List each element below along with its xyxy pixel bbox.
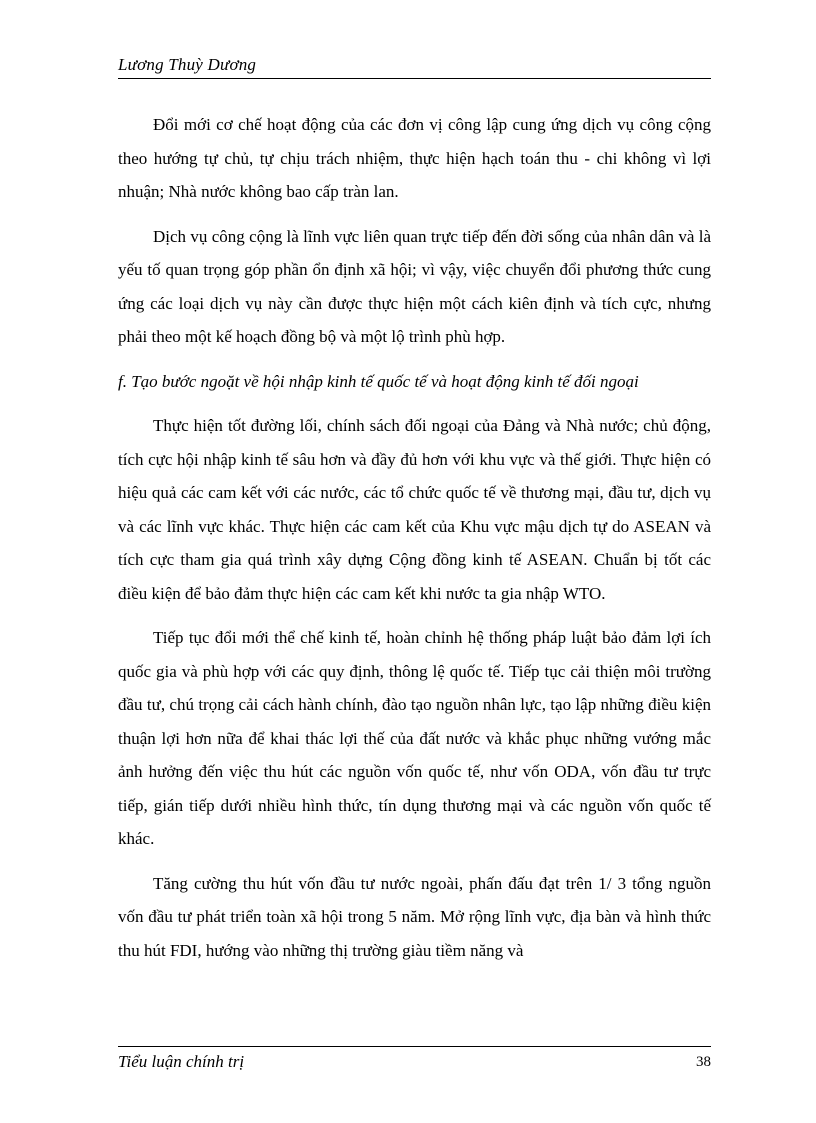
section-subheading: f. Tạo bước ngoặt về hội nhập kinh tế quốc tế và hoạt động kinh tế đối ngoại bbox=[118, 371, 639, 391]
header-author: Lương Thuỳ Dương bbox=[118, 55, 257, 74]
page-header bbox=[118, 52, 711, 79]
paragraph: Thực hiện tốt đường lối, chính sách đối ngoại của Đảng và Nhà nước; chủ động, tích cực hội nhập kinh tế sâu hơn và đầy đủ hơn với khu vực và thế giới. Thực hiện có hiệu quả các cam kết với các nước, các tổ chức quốc tế về thương mại, đầu tư, dịch vụ và các lĩnh vực khác. Thực hiện các cam kết của Khu vực mậu dịch tự do ASEAN và tích cực tham gia quá trình xây dựng Cộng đồng kinh tế ASEAN. Chuẩn bị tốt các điều kiện để bảo đảm thực hiện các cam kết khi nước ta gia nhập WTO. bbox=[118, 416, 711, 603]
document-body bbox=[118, 108, 711, 978]
page-footer bbox=[118, 1046, 711, 1077]
page-number: 38 bbox=[696, 1054, 711, 1070]
paragraph: Tiếp tục đổi mới thể chế kinh tế, hoàn chỉnh hệ thống pháp luật bảo đảm lợi ích quốc gia và phù hợp với các quy định, thông lệ quốc tế. Tiếp tục cải thiện môi trường đầu tư, chú trọng cải cách hành chính, đào tạo nguồn nhân lực, tạo lập những điều kiện thuận lợi hơn nữa để khai thác lợi thế của đất nước và khắc phục những vướng mắc ảnh hưởng đến việc thu hút các nguồn vốn quốc tế, như vốn ODA, vốn đầu tư trực tiếp, gián tiếp dưới nhiều hình thức, tín dụng thương mại và các nguồn vốn quốc tế khác. bbox=[118, 628, 711, 848]
paragraph: Dịch vụ công cộng là lĩnh vực liên quan trực tiếp đến đời sống của nhân dân và là yếu tố quan trọng góp phần ổn định xã hội; vì vậy, việc chuyển đổi phương thức cung ứng các loại dịch vụ này cần được thực hiện một cách kiên định và tích cực, nhưng phải theo một kế hoạch đồng bộ và một lộ trình phù hợp. bbox=[118, 226, 711, 346]
paragraph: Tăng cường thu hút vốn đầu tư nước ngoài, phấn đấu đạt trên 1/ 3 tổng nguồn vốn đầu tư phát triển toàn xã hội trong 5 năm. Mở rộng lĩnh vực, địa bàn và hình thức thu hút FDI, hướng vào những thị trường giàu tiềm năng và bbox=[118, 873, 711, 960]
footer-title: Tiểu luận chính trị bbox=[118, 1052, 245, 1071]
paragraph: Đổi mới cơ chế hoạt động của các đơn vị công lập cung ứng dịch vụ công cộng theo hướng tự chủ, tự chịu trách nhiệm, thực hiện hạch toán thu - chi không vì lợi nhuận; Nhà nước không bao cấp tràn lan. bbox=[118, 115, 711, 201]
